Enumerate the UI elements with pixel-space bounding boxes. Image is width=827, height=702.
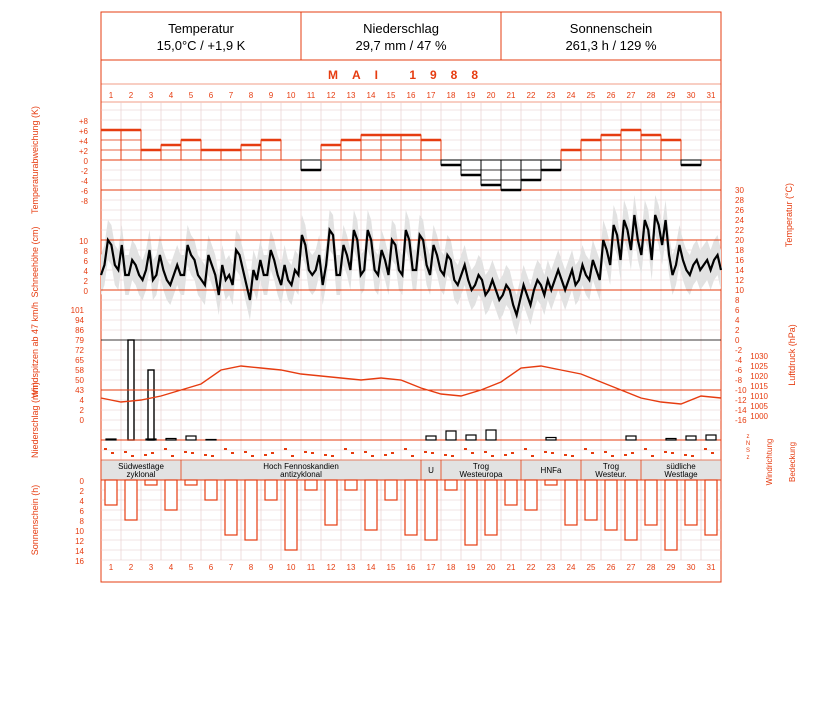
wind-direction-mark bbox=[324, 454, 327, 456]
day-label-bottom: 17 bbox=[426, 563, 436, 572]
sunshine-bar bbox=[145, 480, 157, 485]
wind-direction-mark bbox=[224, 448, 227, 450]
cloud-cover-mark bbox=[351, 452, 354, 454]
day-label-top: 4 bbox=[168, 91, 174, 100]
wind-direction-mark bbox=[424, 451, 427, 453]
anomaly-bar bbox=[221, 150, 241, 160]
weather-type-label: Südwestlage bbox=[118, 462, 164, 471]
temperature-tick: -8 bbox=[735, 376, 743, 385]
wind-direction-mark bbox=[404, 448, 407, 450]
sunshine-bar bbox=[265, 480, 277, 500]
sunshine-bar bbox=[205, 480, 217, 500]
snow-tick: 8 bbox=[83, 247, 88, 256]
day-label-top: 10 bbox=[286, 91, 296, 100]
wind-direction-mark bbox=[244, 451, 247, 453]
cloud-cover-mark bbox=[271, 452, 274, 454]
day-label-bottom: 20 bbox=[486, 563, 496, 572]
anomaly-tick: 0 bbox=[83, 157, 88, 166]
sunshine-bar bbox=[245, 480, 257, 540]
day-label-top: 24 bbox=[566, 91, 576, 100]
sunshine-tick: 14 bbox=[75, 547, 84, 556]
anomaly-bar bbox=[561, 150, 581, 160]
anomaly-bar bbox=[381, 135, 401, 160]
precip-bar bbox=[426, 436, 436, 440]
sunshine-bar bbox=[585, 480, 597, 520]
day-label-bottom: 21 bbox=[506, 563, 516, 572]
wind-direction-mark bbox=[364, 451, 367, 453]
temperature-tick: 16 bbox=[735, 256, 744, 265]
sunshine-bar bbox=[485, 480, 497, 535]
cloud-cover-mark bbox=[631, 452, 634, 454]
sunshine-bar bbox=[545, 480, 557, 485]
temperature-tick: 6 bbox=[735, 306, 740, 315]
wind-direction-mark bbox=[704, 448, 707, 450]
sunshine-bar bbox=[645, 480, 657, 525]
day-label-bottom: 5 bbox=[188, 563, 194, 572]
pressure-tick: 1000 bbox=[750, 412, 768, 421]
sunshine-bar bbox=[685, 480, 697, 525]
day-label-bottom: 9 bbox=[268, 563, 274, 572]
pressure-tick: 1010 bbox=[750, 392, 768, 401]
anomaly-bar bbox=[641, 135, 661, 160]
temperature-tick: -14 bbox=[735, 406, 747, 415]
anomaly-bar bbox=[161, 145, 181, 160]
wind-direction-mark bbox=[264, 454, 267, 456]
wind-direction-mark bbox=[464, 448, 467, 450]
day-label-bottom: 23 bbox=[546, 563, 556, 572]
day-label-bottom: 18 bbox=[446, 563, 456, 572]
day-label-top: 21 bbox=[506, 91, 516, 100]
weather-type-label: U bbox=[428, 466, 434, 475]
sunshine-bar bbox=[425, 480, 437, 540]
weather-type-label: Hoch Fennoskandien bbox=[263, 462, 339, 471]
sunshine-value: 261,3 h / 129 % bbox=[565, 38, 657, 53]
wind-tick: 58 bbox=[75, 366, 84, 375]
temperature-tick: 12 bbox=[735, 276, 744, 285]
sunshine-bar bbox=[105, 480, 117, 505]
wind-direction-mark bbox=[604, 451, 607, 453]
day-label-bottom: 26 bbox=[606, 563, 616, 572]
day-label-top: 19 bbox=[466, 91, 476, 100]
anomaly-bar bbox=[601, 135, 621, 160]
wind-tick: 50 bbox=[75, 376, 84, 385]
precip-bar bbox=[186, 436, 196, 440]
pressure-tick: 1015 bbox=[750, 382, 768, 391]
cloud-cover-mark bbox=[391, 452, 394, 454]
day-label-top: 5 bbox=[188, 91, 194, 100]
wind-direction-mark bbox=[504, 454, 507, 456]
cloud-cover-mark bbox=[551, 452, 554, 454]
wind-axis-label: Windspitzen ab 47 km/h bbox=[30, 301, 40, 399]
anomaly-tick: -8 bbox=[80, 197, 88, 206]
snow-tick: 10 bbox=[79, 237, 88, 246]
day-label-bottom: 24 bbox=[566, 563, 576, 572]
sunshine-tick: 4 bbox=[79, 497, 84, 506]
anomaly-bar bbox=[401, 135, 421, 160]
wind-tick: 43 bbox=[75, 386, 84, 395]
sunshine-bar bbox=[305, 480, 317, 490]
cloud-cover-mark bbox=[231, 452, 234, 454]
weather-type-label: Trog bbox=[602, 462, 620, 471]
cloud-cover-mark bbox=[571, 455, 574, 457]
day-label-top: 30 bbox=[686, 91, 696, 100]
sunshine-bar bbox=[625, 480, 637, 540]
temperature-tick: 0 bbox=[735, 336, 740, 345]
cloud-cover-mark bbox=[251, 455, 254, 457]
cloud-cover-mark bbox=[311, 452, 314, 454]
cloud-cover-mark bbox=[711, 452, 714, 454]
anomaly-bar bbox=[241, 145, 261, 160]
day-label-top: 28 bbox=[646, 91, 656, 100]
sunshine-bar bbox=[665, 480, 677, 550]
weather-type-label: Westlage bbox=[664, 470, 698, 479]
day-label-top: 23 bbox=[546, 91, 556, 100]
precip-tick: 2 bbox=[79, 406, 84, 415]
precip-bar bbox=[146, 439, 156, 440]
wind-direction-mark bbox=[104, 448, 107, 450]
pressure-line bbox=[101, 366, 721, 404]
weather-type-label: Westeuropa bbox=[459, 470, 503, 479]
cloud-cover-mark bbox=[431, 452, 434, 454]
day-label-top: 22 bbox=[526, 91, 536, 100]
temperature-tick: -12 bbox=[735, 396, 747, 405]
temperature-value: 15,0°C / +1,9 K bbox=[156, 38, 246, 53]
wind-direction-mark bbox=[144, 454, 147, 456]
precip-bar bbox=[706, 435, 716, 440]
precip-bar bbox=[106, 439, 116, 440]
cloud-cover-mark bbox=[191, 452, 194, 454]
weather-type-label: Trog bbox=[472, 462, 490, 471]
pressure-axis-label: Luftdruck (hPa) bbox=[787, 324, 797, 386]
sunshine-tick: 12 bbox=[75, 537, 84, 546]
day-label-top: 27 bbox=[626, 91, 636, 100]
sunshine-bar bbox=[125, 480, 137, 520]
pressure-tick: 1005 bbox=[750, 402, 768, 411]
anomaly-bar bbox=[361, 135, 381, 160]
day-label-bottom: 13 bbox=[346, 563, 356, 572]
wind-direction-mark bbox=[184, 451, 187, 453]
cloud-cover-mark bbox=[411, 455, 414, 457]
precip-title: Niederschlag bbox=[363, 21, 439, 36]
precip-tick: 4 bbox=[79, 396, 84, 405]
day-label-top: 2 bbox=[128, 91, 134, 100]
sunshine-bar bbox=[605, 480, 617, 530]
anomaly-bar bbox=[461, 160, 481, 175]
temperature-tick: 24 bbox=[735, 216, 744, 225]
sunshine-bar bbox=[505, 480, 517, 505]
anomaly-tick: -4 bbox=[80, 177, 88, 186]
precip-bar bbox=[466, 435, 476, 440]
anomaly-bar bbox=[481, 160, 501, 185]
temperature-tick: 8 bbox=[735, 296, 740, 305]
precip-bar bbox=[666, 439, 676, 441]
sunshine-bar bbox=[345, 480, 357, 490]
wind-direction-label: Windrichtung bbox=[765, 438, 774, 486]
anomaly-axis-label: Temperaturabweichung (K) bbox=[30, 105, 40, 215]
sunshine-tick: 0 bbox=[79, 477, 84, 486]
wind-direction-mark bbox=[644, 448, 647, 450]
day-label-bottom: 22 bbox=[526, 563, 536, 572]
anomaly-bar bbox=[541, 160, 561, 170]
sunshine-bar bbox=[165, 480, 177, 510]
cloud-cover-mark bbox=[111, 452, 114, 454]
sunshine-bar bbox=[365, 480, 377, 530]
day-label-top: 29 bbox=[666, 91, 676, 100]
temperature-range-band bbox=[101, 195, 721, 335]
temperature-tick: -2 bbox=[735, 346, 743, 355]
day-label-bottom: 30 bbox=[686, 563, 696, 572]
day-label-bottom: 31 bbox=[706, 563, 716, 572]
day-label-top: 7 bbox=[228, 91, 234, 100]
precip-bar bbox=[546, 438, 556, 441]
cloud-cover-mark bbox=[671, 452, 674, 454]
snow-tick: 6 bbox=[83, 257, 88, 266]
sunshine-bar bbox=[565, 480, 577, 525]
weather-type-label: antizyklonal bbox=[280, 470, 322, 479]
sunshine-tick: 16 bbox=[75, 557, 84, 566]
wind-direction-mark bbox=[124, 451, 127, 453]
precip-bar bbox=[686, 436, 696, 440]
anomaly-tick: +4 bbox=[78, 137, 88, 146]
cloud-cover-mark bbox=[371, 455, 374, 457]
wind-direction-mark bbox=[384, 454, 387, 456]
weather-legend-label: z bbox=[746, 455, 750, 461]
anomaly-bar bbox=[501, 160, 521, 190]
wind-direction-mark bbox=[624, 454, 627, 456]
temperature-tick: 14 bbox=[735, 266, 744, 275]
wind-tick: 86 bbox=[75, 326, 84, 335]
weather-type-row bbox=[101, 460, 721, 480]
wind-direction-mark bbox=[444, 454, 447, 456]
day-label-top: 17 bbox=[426, 91, 436, 100]
day-label-top: 3 bbox=[148, 91, 154, 100]
day-label-bottom: 10 bbox=[286, 563, 296, 572]
cloud-cover-mark bbox=[651, 455, 654, 457]
day-label-bottom: 6 bbox=[208, 563, 214, 572]
snow-tick: 2 bbox=[83, 277, 88, 286]
wind-gust-bar bbox=[148, 370, 154, 440]
day-label-bottom: 4 bbox=[168, 563, 174, 572]
precip-bar bbox=[626, 436, 636, 440]
sunshine-tick: 10 bbox=[75, 527, 84, 536]
temperature-tick: 2 bbox=[735, 326, 740, 335]
sunshine-title: Sonnenschein bbox=[569, 21, 653, 36]
cloud-cover-mark bbox=[451, 455, 454, 457]
temperature-tick: 20 bbox=[735, 236, 744, 245]
day-label-top: 16 bbox=[406, 91, 416, 100]
day-label-bottom: 3 bbox=[148, 563, 154, 572]
wind-direction-mark bbox=[344, 448, 347, 450]
pressure-tick: 1025 bbox=[750, 362, 768, 371]
weather-type-label: zyklonal bbox=[126, 470, 156, 479]
cloud-cover-mark bbox=[151, 452, 154, 454]
weather-legend-label: N bbox=[745, 441, 751, 447]
temperature-tick: 10 bbox=[735, 286, 744, 295]
temperature-tick: 22 bbox=[735, 226, 744, 235]
day-label-bottom: 16 bbox=[406, 563, 416, 572]
wind-direction-mark bbox=[684, 454, 687, 456]
cloud-cover-mark bbox=[491, 455, 494, 457]
cloud-cover-mark bbox=[471, 452, 474, 454]
sunshine-bar bbox=[405, 480, 417, 535]
day-label-top: 14 bbox=[366, 91, 376, 100]
sunshine-tick: 2 bbox=[79, 487, 84, 496]
anomaly-tick: -2 bbox=[80, 167, 88, 176]
day-label-bottom: 15 bbox=[386, 563, 396, 572]
day-label-top: 8 bbox=[248, 91, 254, 100]
day-label-top: 20 bbox=[486, 91, 496, 100]
snow-axis-label: Schneehöhe (cm) bbox=[30, 226, 40, 298]
day-label-bottom: 25 bbox=[586, 563, 596, 572]
day-label-bottom: 11 bbox=[306, 563, 316, 572]
anomaly-tick: +2 bbox=[78, 147, 88, 156]
temperature-tick: 18 bbox=[735, 246, 744, 255]
cloud-cover-mark bbox=[691, 455, 694, 457]
wind-direction-mark bbox=[204, 454, 207, 456]
anomaly-bar bbox=[621, 130, 641, 160]
precip-bar bbox=[486, 430, 496, 440]
weather-type-label: HNFa bbox=[540, 466, 562, 475]
wind-direction-mark bbox=[664, 451, 667, 453]
anomaly-tick: +6 bbox=[78, 127, 88, 136]
day-label-top: 18 bbox=[446, 91, 456, 100]
snow-tick: 4 bbox=[83, 267, 88, 276]
temperature-tick: 30 bbox=[735, 186, 744, 195]
day-label-bottom: 12 bbox=[326, 563, 336, 572]
weather-legend-label: S bbox=[745, 448, 751, 454]
cloud-cover-mark bbox=[291, 455, 294, 457]
day-label-top: 13 bbox=[346, 91, 356, 100]
precip-bar bbox=[446, 431, 456, 440]
wind-tick: 101 bbox=[70, 306, 84, 315]
sunshine-bar bbox=[445, 480, 457, 490]
sunshine-bar bbox=[465, 480, 477, 545]
temperature-tick: 4 bbox=[735, 316, 740, 325]
day-label-top: 11 bbox=[306, 91, 316, 100]
precip-value: 29,7 mm / 47 % bbox=[355, 38, 447, 53]
sunshine-bar bbox=[185, 480, 197, 485]
day-label-top: 12 bbox=[326, 91, 336, 100]
sunshine-bar bbox=[285, 480, 297, 550]
sunshine-bar bbox=[225, 480, 237, 535]
temperature-axis-label: Temperatur (°C) bbox=[784, 182, 794, 248]
day-label-bottom: 1 bbox=[108, 563, 114, 572]
wind-direction-mark bbox=[484, 451, 487, 453]
precip-tick: 0 bbox=[79, 416, 84, 425]
day-label-top: 15 bbox=[386, 91, 396, 100]
precip-bar bbox=[206, 440, 216, 441]
wind-tick: 79 bbox=[75, 336, 84, 345]
anomaly-bar bbox=[101, 130, 121, 160]
temperature-tick: -4 bbox=[735, 356, 743, 365]
temperature-tick: -6 bbox=[735, 366, 743, 375]
wind-direction-mark bbox=[284, 448, 287, 450]
anomaly-bar bbox=[141, 150, 161, 160]
anomaly-tick: +8 bbox=[78, 117, 88, 126]
day-label-top: 25 bbox=[586, 91, 596, 100]
header-frame bbox=[101, 12, 721, 60]
pressure-tick: 1030 bbox=[750, 352, 768, 361]
pressure-tick: 1020 bbox=[750, 372, 768, 381]
wind-direction-mark bbox=[164, 448, 167, 450]
cloud-cover-mark bbox=[211, 455, 214, 457]
day-label-top: 9 bbox=[268, 91, 274, 100]
sunshine-tick: 6 bbox=[79, 507, 84, 516]
weather-legend-label: z bbox=[746, 434, 750, 440]
wind-direction-mark bbox=[584, 448, 587, 450]
day-label-top: 1 bbox=[108, 91, 114, 100]
day-label-bottom: 8 bbox=[248, 563, 254, 572]
cloud-cover-mark bbox=[531, 455, 534, 457]
snow-tick: 0 bbox=[83, 287, 88, 296]
temperature-tick: -10 bbox=[735, 386, 747, 395]
sunshine-bar bbox=[525, 480, 537, 510]
cloud-cover-mark bbox=[511, 452, 514, 454]
wind-direction-mark bbox=[524, 448, 527, 450]
day-label-bottom: 19 bbox=[466, 563, 476, 572]
wind-direction-mark bbox=[304, 451, 307, 453]
sunshine-bar bbox=[325, 480, 337, 525]
wind-tick: 94 bbox=[75, 316, 84, 325]
day-label-top: 26 bbox=[606, 91, 616, 100]
sunshine-tick: 8 bbox=[79, 517, 84, 526]
wind-tick: 72 bbox=[75, 346, 84, 355]
day-label-bottom: 14 bbox=[366, 563, 376, 572]
wind-tick: 65 bbox=[75, 356, 84, 365]
temperature-tick: -16 bbox=[735, 416, 747, 425]
weather-type-label: südliche bbox=[666, 462, 696, 471]
temperature-tick: 26 bbox=[735, 206, 744, 215]
anomaly-bar bbox=[321, 145, 341, 160]
temperature-title: Temperatur bbox=[168, 21, 234, 36]
cloud-cover-mark bbox=[611, 455, 614, 457]
cloud-cover-mark bbox=[171, 455, 174, 457]
wind-direction-mark bbox=[544, 451, 547, 453]
cloud-cover-mark bbox=[591, 452, 594, 454]
precip-bar bbox=[166, 439, 176, 441]
anomaly-bar bbox=[201, 150, 221, 160]
cloud-cover-mark bbox=[131, 455, 134, 457]
anomaly-bar bbox=[121, 130, 141, 160]
day-label-bottom: 2 bbox=[128, 563, 134, 572]
temperature-tick: 28 bbox=[735, 196, 744, 205]
anomaly-tick: -6 bbox=[80, 187, 88, 196]
day-label-bottom: 27 bbox=[626, 563, 636, 572]
day-label-top: 31 bbox=[706, 91, 716, 100]
day-label-bottom: 28 bbox=[646, 563, 656, 572]
cloud-cover-label: Bedeckung bbox=[788, 441, 797, 483]
day-label-top: 6 bbox=[208, 91, 214, 100]
wind-direction-mark bbox=[564, 454, 567, 456]
weather-type-label: Westeur. bbox=[595, 470, 627, 479]
sunshine-axis-label: Sonnenschein (h) bbox=[30, 484, 40, 556]
day-label-bottom: 7 bbox=[228, 563, 234, 572]
anomaly-bar bbox=[301, 160, 321, 170]
cloud-cover-mark bbox=[331, 455, 334, 457]
month-label: MAI 1988 bbox=[327, 68, 493, 82]
day-label-bottom: 29 bbox=[666, 563, 676, 572]
sunshine-bar bbox=[385, 480, 397, 500]
precip-axis-label: Niederschlag (mm) bbox=[30, 381, 40, 459]
sunshine-bar bbox=[705, 480, 717, 535]
